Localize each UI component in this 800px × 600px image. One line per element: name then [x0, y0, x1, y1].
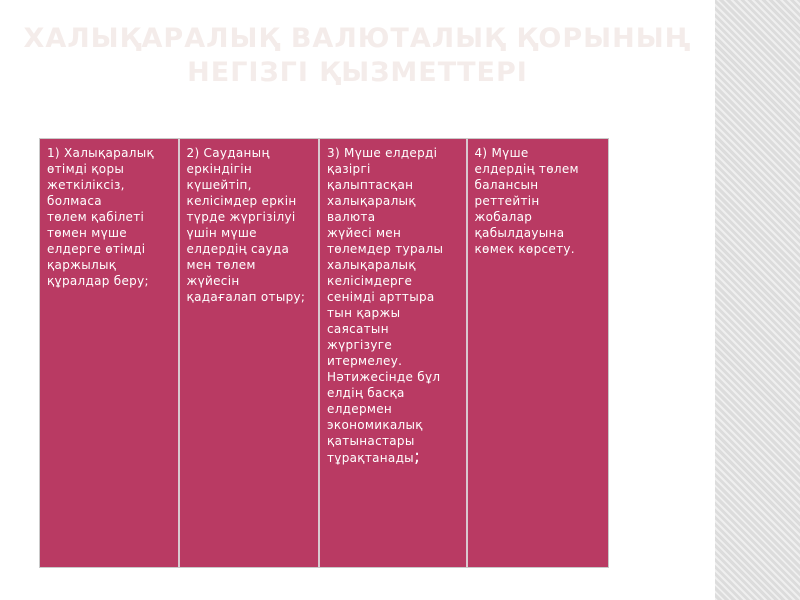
table-cell-3-semicolon: ; — [413, 446, 421, 467]
functions-table — [39, 138, 609, 568]
table-cell-1: 1) Халықаралық өтімді қоры жеткіліксіз, болмаса төлем қабілеті төмен мүше елдерге өтімді қаржылық құралдар беру; — [40, 139, 180, 567]
slide-title-text: ХАЛЫҚАРАЛЫҚ ВАЛЮТАЛЫҚ ҚОРЫНЫҢ НЕГІЗГІ ҚЫЗМЕТТЕРІ — [23, 23, 692, 88]
slide-title — [0, 22, 715, 90]
table-cell-4: 4) Мүше елдердің төлем балансын реттейтін жобалар қабылдауына көмек көрсету. — [474, 146, 579, 256]
table-cell-2: 2) Сауданың еркіндігін күшейтіп, келісімдер еркін түрде жүргізілуі үшін мүше елдердің сауда мен төлем жүйесін қадағалап отыру; — [180, 139, 321, 567]
decorative-stripe — [715, 0, 800, 600]
table-cell-3-text: 3) Мүше елдерді қазіргі қалыптасқан халықаралық валюта жүйесі мен төлемдер туралы халықаралық келісімдерге сенімді арттыра тын қаржы саясатын жүргізуге итермелеу. Нәтижесінде бұл елдің басқа елдермен экономикалық қатынастары тұрақтанады — [327, 146, 444, 465]
table-cell-3 — [320, 139, 467, 567]
